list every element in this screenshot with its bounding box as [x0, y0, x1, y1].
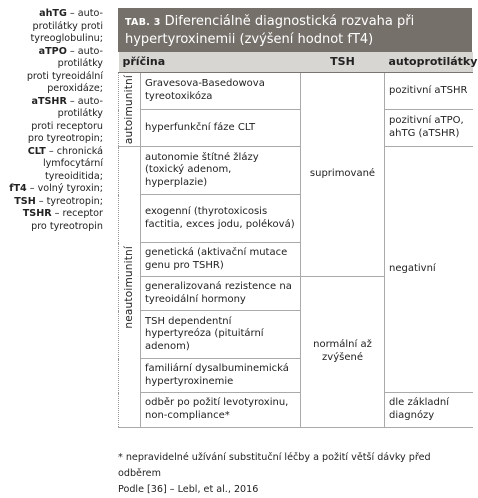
sidenote-line: peroxidáze; [47, 83, 103, 94]
sidenote-line: aTSHR – auto- [31, 95, 103, 107]
table-row [119, 147, 473, 195]
table-row [119, 73, 473, 110]
sidenote-line: pro tyreotropin; [27, 133, 103, 144]
group-autoimmune [119, 73, 141, 147]
footnote: * nepravidelné užívání substituční léčby a požití větší dávky před odběrem [118, 452, 431, 479]
antibody-cell: pozitivní aTPO, ahTG (aTSHR) [385, 110, 473, 147]
cause-cell: genetická (aktivační mutace genu pro TSHR) [141, 243, 301, 277]
group-label: autoimunitní [123, 74, 136, 145]
cause-cell: odběr po požití levotyroxinu, non-compliance* [141, 393, 301, 428]
table-title: Diferenciálně diagnostická rozvaha při hypertyroxinemii (zvýšení hodnot fT4) [125, 14, 415, 47]
antibody-cell: dle základní diagnózy [385, 393, 473, 428]
diagnosis-table-card [118, 8, 478, 428]
sidenote-line: proti receptoru [31, 120, 103, 132]
table-row [119, 110, 473, 147]
cause-cell: autonomie štítné žlázy (toxický adenom, hyperplazie) [141, 147, 301, 195]
group-label: neautoimunitní [123, 245, 136, 329]
sidenote-line: TSH – tyreotropin; [14, 195, 103, 207]
sidenote-line: aTPO – auto- [38, 45, 103, 57]
cause-cell: familiární dysalbuminemická hypertyroxinemie [141, 359, 301, 393]
tsh-suppressed-cell: suprimované [301, 73, 385, 277]
sidenote-line: pro tyreotropin [31, 220, 103, 232]
sidenote-line: CLT – chronická [27, 145, 103, 157]
column-header-antibodies: autoprotilátky [385, 52, 473, 73]
table-number: TAB. 3 [125, 17, 161, 28]
abbreviations-sidenote [0, 8, 103, 233]
sidenote-line: protilátky [57, 58, 103, 69]
sidenote-line: protilátky proti [32, 20, 103, 32]
sidenote-line: protilátky [57, 108, 103, 119]
column-header-tsh: TSH [301, 52, 385, 73]
source-citation: Podle [36] – Lebl, et al., 2016 [118, 484, 259, 495]
cause-cell: hyperfunkční fáze CLT [141, 110, 301, 147]
sidenote-line: tyreoiditida; [45, 170, 103, 182]
cause-cell: generalizovaná rezistence na tyreoidální hormony [141, 277, 301, 311]
table-header-bar [118, 8, 472, 52]
group-non-autoimmune [119, 147, 141, 428]
column-header-cause: příčina [119, 52, 301, 73]
table-footer [118, 450, 476, 498]
sidenote-line: ahTG – auto- [39, 8, 103, 19]
sidenote-line: TSHR – receptor [22, 208, 103, 219]
sidenote-line: tyreoglobulinu; [30, 33, 103, 44]
table-row [119, 393, 473, 428]
antibody-negative-cell: negativní [385, 147, 473, 393]
sidenote-line: fT4 – volný tyroxin; [9, 183, 103, 194]
antibody-cell: pozitivní aTSHR [385, 73, 473, 110]
table-header-row [119, 52, 473, 73]
tsh-normal-cell: normální až zvýšené [301, 277, 385, 428]
cause-cell: exogenní (thyrotoxicosis factitia, exces jodu, poléková) [141, 195, 301, 243]
cause-cell: TSH dependentní hypertyreóza (pituitární adenom) [141, 311, 301, 359]
sidenote-line: proti tyreoidální [26, 70, 103, 82]
differential-diagnosis-table [118, 52, 478, 428]
sidenote-line: lymfocytární [42, 158, 103, 169]
cause-cell: Gravesova-Basedowova tyreotoxikóza [141, 73, 301, 110]
